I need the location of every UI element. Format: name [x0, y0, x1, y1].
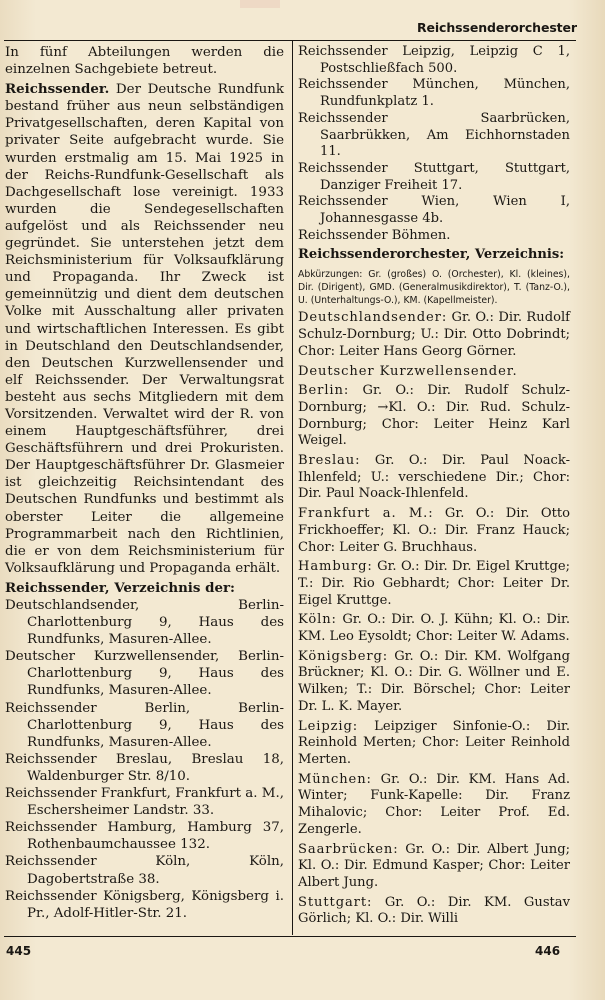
text-run: Deutscher Kurzwellensender, Berlin-Charlottenburg 9, Haus des Rundfunks, Masuren-Allee. [5, 649, 284, 699]
right-paragraph [298, 383, 570, 450]
text-run: Reichssender Breslau, Breslau 18, Waldenburger Str. 8/10. [5, 751, 284, 784]
running-header: Reichssenderorchester [416, 20, 577, 35]
text-run: Gr. O.: Dir. Paul Noack-Ihlenfeld; U.: verschiedene Dir.; Chor: Dir. Paul Noack-Ihlenfeld. [298, 453, 570, 502]
right-address-entry [298, 111, 570, 161]
text-run: Reichssender Leipzig, Leipzig C 1, Postschließfach 500. [298, 44, 570, 76]
left-address-entry [5, 648, 284, 699]
text-run: Deutschlandsender, Berlin-Charlottenburg 9, Haus des Rundfunks, Masuren-Allee. [5, 598, 284, 648]
page-number-left: 445 [6, 944, 32, 958]
text-run: Reichssender Königsberg, Königsberg i. Pr., Adolf-Hitler-Str. 21. [5, 888, 284, 921]
bold-term: Reichssender. [5, 81, 110, 98]
right-paragraph [298, 364, 570, 381]
text-run: Abkürzungen: Gr. (großes) O. (Orchester), Kl. (kleines), Dir. (Dirigent), GMD. (Generalmusikdirektor), T. (Tanz-O.), U. (Unterhaltungs-O.), KM. (Kapellmeister). [298, 269, 570, 307]
right-paragraph [298, 612, 570, 645]
left-column [5, 44, 284, 922]
text-run: Reichssender Stuttgart, Stuttgart, Danziger Freiheit 17. [298, 160, 570, 193]
text-run: Reichssender Saarbrücken, Saarbrükken, Am Eichhornstaden 11. [298, 110, 570, 160]
footer-rule [4, 936, 576, 937]
right-paragraph [298, 506, 570, 556]
spaced-station-name: Hamburg: [298, 559, 373, 575]
text-run: Reichssender Wien, Wien I, Johannesgasse 4b. [298, 194, 570, 227]
right-column [298, 44, 570, 928]
spaced-station-name: Königsberg: [298, 648, 389, 664]
text-run: Der Deutsche Rundfunk bestand früher aus neun selbständigen Privatgesellschaften, deren Kapital von privater Seite aufgebracht wurde. Sie wurden erstmalig am 15. Mai 1925 in der Reichs-Rundfunk-Gesellschaft als Dachgesellschaft lose vereinigt. 1933 wurden die Sendegesellschaften aufgelöst und als Reichssender neu gegründet. Sie unterstehen jetzt dem Reichsministerium für Volksaufklärung und Propaganda. Ihr Zweck ist gemeinnützig und dient dem deutschen Volke mit Ausschaltung aller privaten und wirtschaftlichen Interessen. Es gibt in Deutschland den Deutschlandsender, den Deutschen Kurzwellensender und elf Reichssender. Der Verwaltungsrat besteht aus sechs Mitgliedern mit dem Vorsitzenden. Verwaltet wird der R. von einem Hauptgeschäftsführer, drei Geschäftsführern und drei Prokuristen. Der Hauptgeschäftsführer Dr. Glasmeier ist gleichzeitig Reichsintendant des Deutschen Rundfunks und bestimmt als oberster Leiter die allgemeine Programmarbeit nach den Richtlinien, die er von dem Reichsministerium für Volksaufklärung und Propaganda erhält. [5, 82, 284, 576]
left-address-entry [5, 888, 284, 922]
text-run: Reichssender München, München, Rundfunkplatz 1. [298, 77, 570, 110]
spaced-station-name: Berlin: [298, 383, 350, 399]
right-paragraph [298, 772, 570, 839]
right-address-entry [298, 194, 570, 227]
left-section-heading [5, 580, 284, 597]
spaced-station-name: Köln: [298, 612, 337, 628]
text-run: Reichssender Böhmen. [298, 227, 451, 243]
page-number-right: 446 [535, 944, 561, 958]
right-address-entry [298, 228, 570, 245]
spaced-station-name: Breslau: [298, 453, 361, 469]
text-run: Gr. O.: Dir. Otto Frickhoeffer; Kl. O.: Dir. Franz Hauck; Chor: Leiter G. Bruchhaus. [298, 506, 570, 555]
left-address-entry [5, 785, 284, 819]
spaced-station-name: München: [298, 771, 372, 787]
text-run: Reichssender Hamburg, Hamburg 37, Rothenbaumchaussee 132. [5, 820, 284, 853]
page-edge-mark [240, 0, 280, 8]
spaced-station-name: Leipzig: [298, 718, 359, 734]
column-separator [292, 41, 293, 935]
right-paragraph [298, 453, 570, 503]
text-run: Leipziger Sinfonie-O.: Dir. Reinhold Merten; Chor: Leiter Reinhold Merten. [298, 718, 570, 767]
text-run: Reichssender Frankfurt, Frankfurt a. M., Eschersheimer Landstr. 33. [5, 786, 284, 819]
text-run: Gr. O.: Dir. KM. Gustav Görlich; Kl. O.: Dir. Willi [298, 894, 570, 927]
right-abbreviations-note [298, 268, 570, 307]
text-run: Gr. O.: Dir. Albert Jung; Kl. O.: Dir. Edmund Kasper; Chor: Leiter Albert Jung. [298, 841, 570, 890]
right-paragraph [298, 719, 570, 769]
spaced-station-name: Deutschlandsender: [298, 310, 448, 326]
text-run: Gr. O.: Dir. KM. Wolfgang Brückner; Kl. O.: Dir. G. Wöllner und E. Wilken; T.: Dir. Börschel; Chor: Leiter Dr. L. K. Mayer. [298, 648, 570, 714]
right-paragraph [298, 895, 570, 928]
left-address-entry [5, 853, 284, 887]
text-run: Gr. O.: Dir. O. J. Kühn; Kl. O.: Dir. KM. Leo Eysoldt; Chor: Leiter W. Adams. [298, 612, 570, 645]
right-paragraph [298, 649, 570, 716]
text-run: Gr. O.: Dir. Dr. Eigel Kruttge; T.: Dir. Rio Gebhardt; Chor: Leiter Dr. Eigel Kruttge. [298, 559, 570, 608]
right-section-heading [298, 247, 570, 264]
text-run: In fünf Abteilungen werden die einzelnen Sachgebiete betreut. [5, 45, 284, 78]
left-address-entry [5, 751, 284, 785]
spaced-station-name: Frankfurt a. M.: [298, 506, 434, 522]
bold-term: Reichssender, Verzeichnis der: [5, 579, 235, 596]
right-address-entry [298, 77, 570, 110]
text-run: Reichssender Berlin, Berlin-Charlottenburg 9, Haus des Rundfunks, Masuren-Allee. [5, 700, 284, 750]
left-address-entry [5, 819, 284, 853]
header-rule [4, 40, 576, 41]
left-address-entry [5, 597, 284, 648]
right-address-entry [298, 161, 570, 194]
left-paragraph [5, 44, 284, 78]
right-address-entry [298, 44, 570, 77]
spaced-station-name: Deutscher Kurzwellensender. [298, 363, 518, 379]
text-run: Gr. O.: Dir. Rudolf Schulz-Dornburg; U.: Dir. Otto Dobrindt; Chor: Leiter Hans Georg Görner. [298, 310, 570, 359]
right-paragraph [298, 559, 570, 609]
right-paragraph [298, 310, 570, 360]
left-paragraph [5, 81, 284, 577]
bold-term: Reichssenderorchester, Verzeichnis: [298, 247, 565, 263]
text-run: Gr. O.: Dir. KM. Hans Ad. Winter; Funk-Kapelle: Dir. Franz Mihalovic; Chor: Leiter Prof. Ed. Zengerle. [298, 771, 570, 837]
spaced-station-name: Stuttgart: [298, 894, 373, 910]
spaced-station-name: Saarbrücken: [298, 841, 399, 857]
left-address-entry [5, 700, 284, 751]
right-paragraph [298, 842, 570, 892]
text-run: Reichssender Köln, Köln, Dagobertstraße 38. [5, 854, 284, 887]
text-run: Gr. O.: Dir. Rudolf Schulz-Dornburg; →Kl. O.: Dir. Rud. Schulz-Dornburg; Chor: Leiter Heinz Karl Weigel. [298, 383, 570, 449]
